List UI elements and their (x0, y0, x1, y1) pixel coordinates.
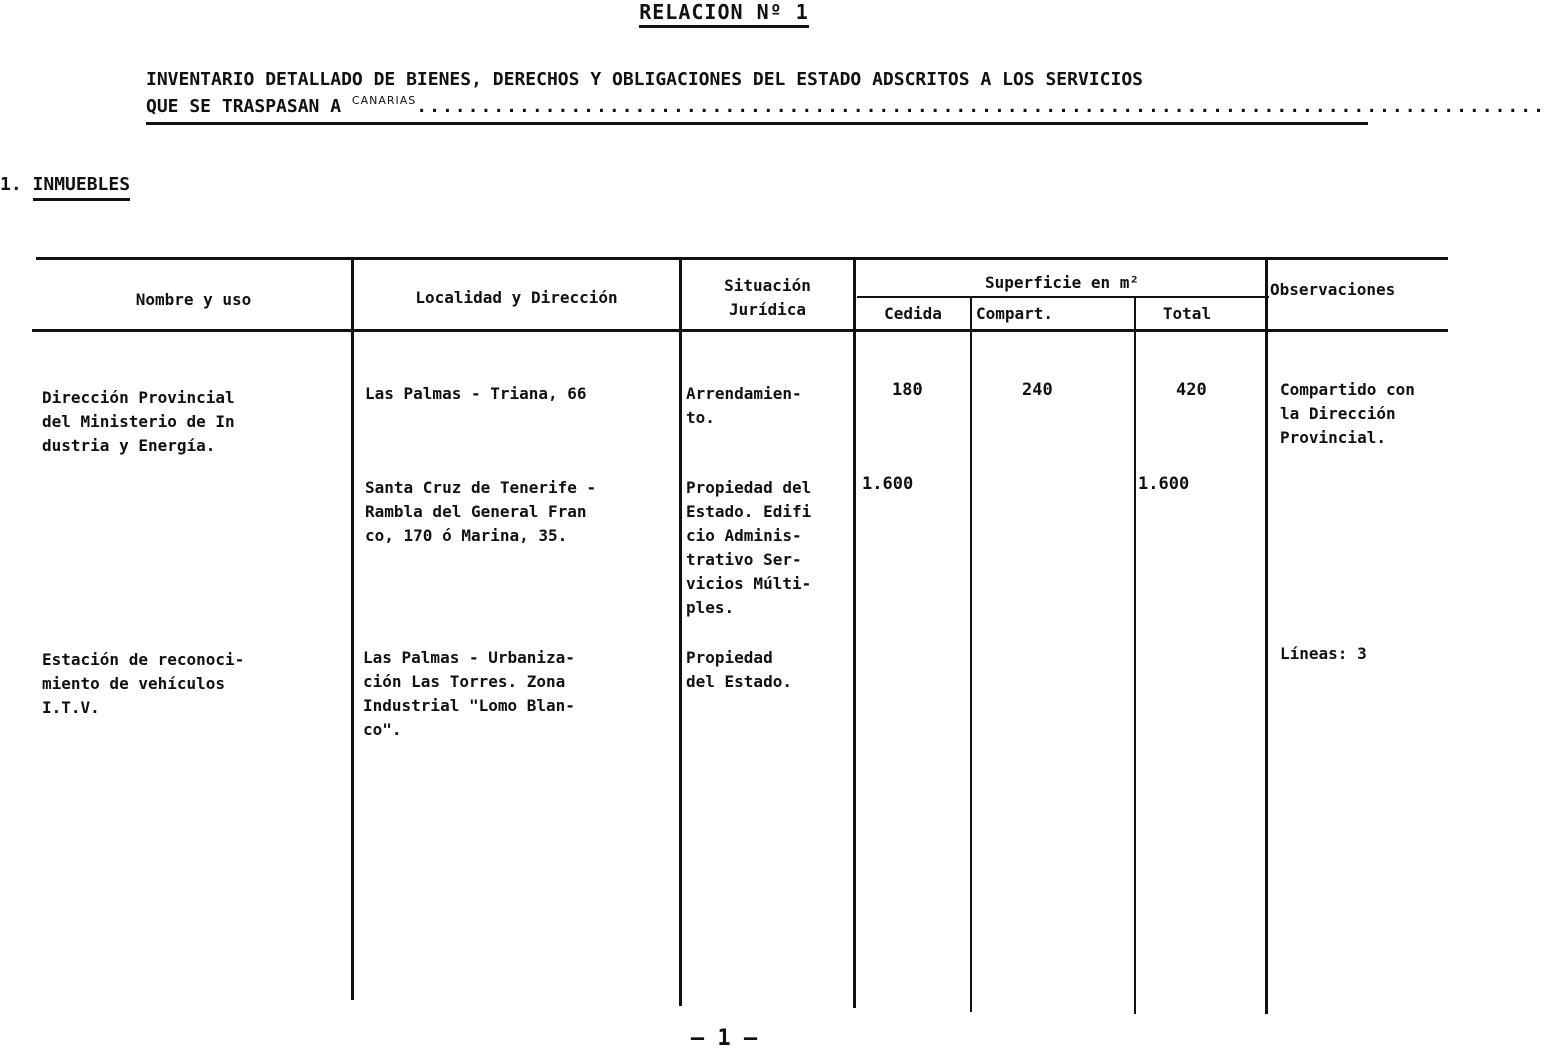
section-number: 1. (0, 174, 22, 195)
cell-localidad: Las Palmas - Triana, 66 (365, 384, 587, 403)
header-cedida: Cedida (884, 304, 942, 323)
cell-observaciones: Compartido con la Dirección Provincial. (1280, 380, 1415, 447)
document-title (0, 0, 1448, 28)
column-divider-2 (679, 258, 682, 1006)
column-divider-5 (1134, 298, 1136, 1014)
cell-situacion: Arrendamien- to. (686, 384, 802, 427)
cell-compart: 240 (1022, 380, 1053, 400)
dotted-leader: ........................................................................................ (416, 96, 1546, 117)
column-divider-1 (351, 260, 354, 1000)
table-top-rule (36, 257, 1448, 260)
heading-line-1: INVENTARIO DETALLADO DE BIENES, DERECHOS Y OBLIGACIONES DEL ESTADO ADSCRITOS A LOS SERVICIOS (146, 69, 1143, 90)
column-divider-4 (970, 298, 972, 1012)
column-divider-6 (1265, 258, 1268, 1014)
cell-observaciones: Líneas: 3 (1280, 644, 1367, 663)
superficie-subrule (857, 296, 1269, 298)
heading-line-2-prefix: QUE SE TRASPASAN A (146, 96, 342, 117)
cell-nombre: Dirección Provincial del Ministerio de In dustria y Energía. (42, 388, 235, 455)
cell-total: 1.600 (1138, 474, 1190, 494)
page-number: — 1 — (690, 1026, 758, 1051)
header-localidad: Localidad y Dirección (415, 288, 618, 307)
header-situacion: Situación Jurídica (724, 276, 811, 319)
header-superficie: Superficie en m² (984, 273, 1140, 292)
cell-total: 420 (1176, 380, 1207, 400)
header-compart: Compart. (976, 304, 1054, 323)
cell-localidad: Las Palmas - Urbaniza- ción Las Torres. Zona Industrial "Lomo Blan- co". (363, 648, 575, 739)
header-total: Total (1162, 304, 1212, 323)
handwritten-region: CANARIAS (351, 94, 417, 107)
cell-situacion: Propiedad del Estado. Edifi cio Adminis- trativo Ser- vicios Múlti- ples. (686, 478, 812, 617)
cell-cedida: 1.600 (862, 474, 914, 494)
document-heading (146, 66, 1546, 125)
header-bottom-rule (32, 329, 1448, 332)
header-observaciones: Observaciones (1270, 280, 1396, 299)
cell-cedida: 180 (892, 380, 923, 400)
heading-line-2 (146, 93, 1546, 125)
cell-nombre: Estación de reconoci- miento de vehículos I.T.V. (42, 650, 245, 717)
header-nombre: Nombre y uso (135, 290, 252, 309)
cell-situacion: Propiedad del Estado. (686, 648, 792, 691)
document-title-text: RELACION Nº 1 (639, 0, 809, 28)
section-heading (0, 174, 130, 195)
cell-localidad: Santa Cruz de Tenerife - Rambla del General Fran co, 170 ó Marina, 35. (365, 478, 597, 545)
section-title: INMUEBLES (33, 174, 131, 201)
column-divider-3 (853, 258, 856, 1008)
